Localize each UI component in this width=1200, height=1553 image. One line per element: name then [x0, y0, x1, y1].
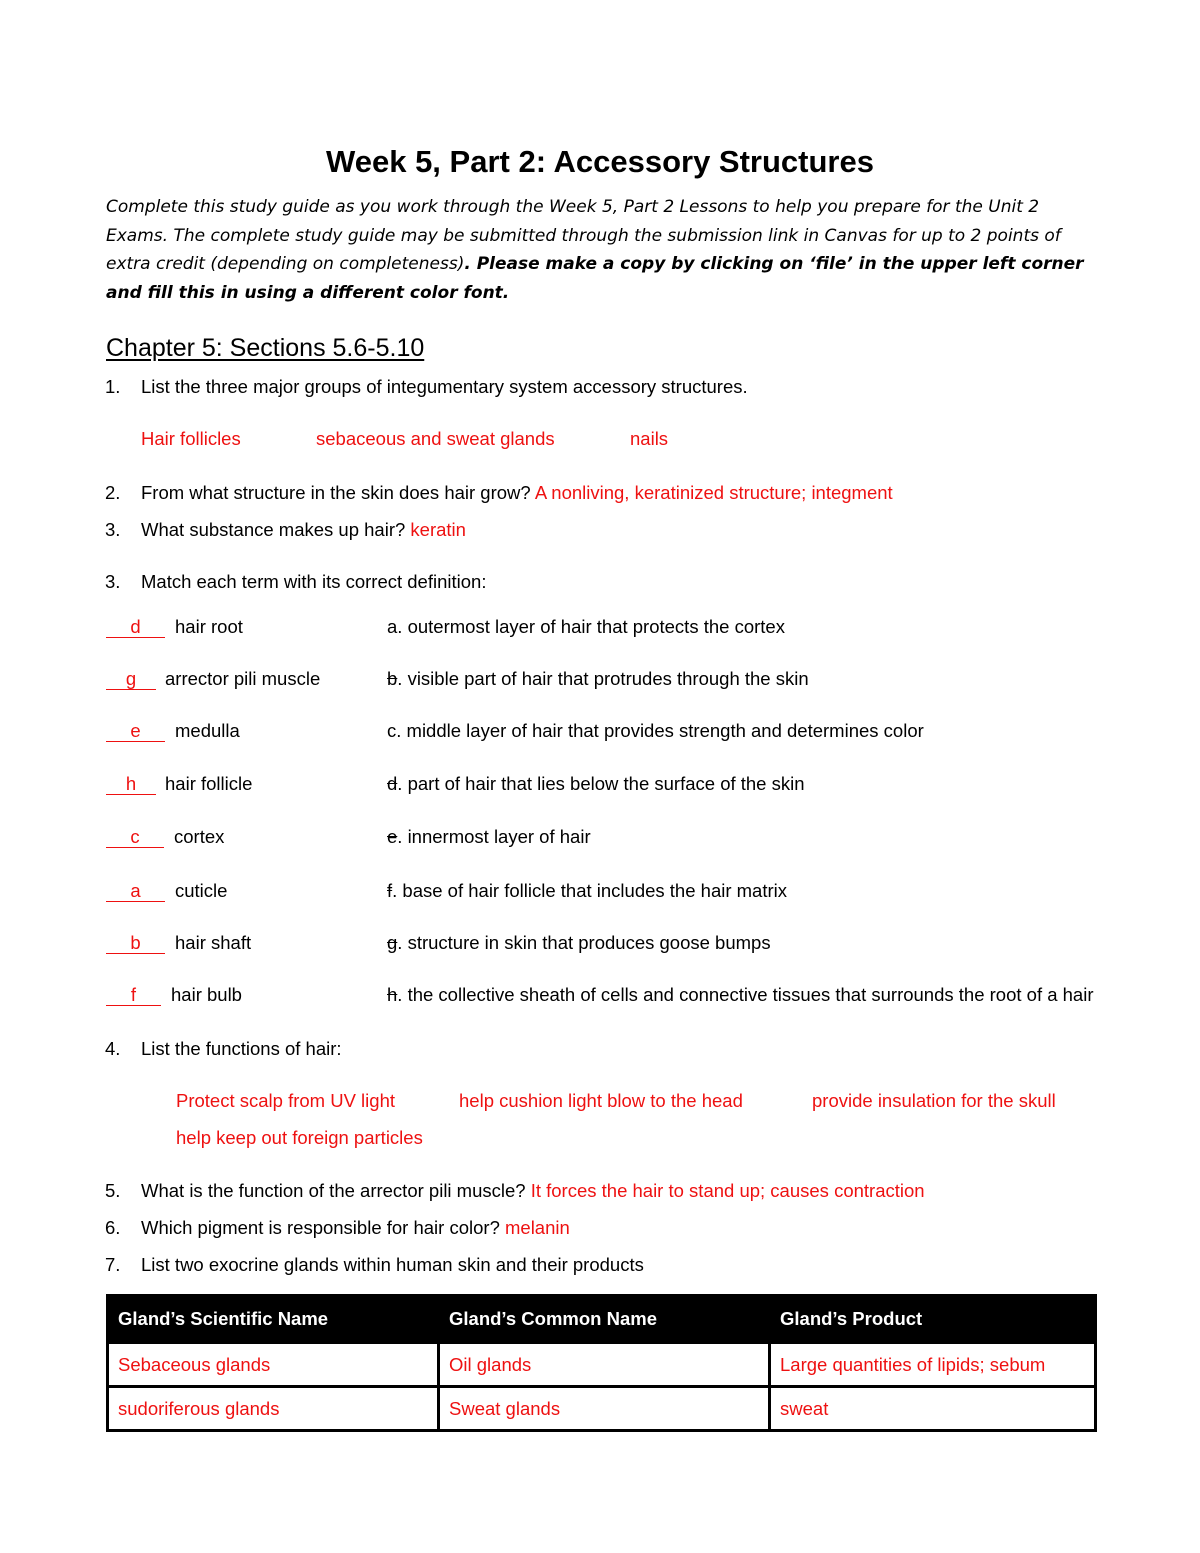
match-row [106, 984, 161, 1006]
table-cell: Sebaceous glands [108, 1343, 439, 1387]
match-row [106, 773, 156, 795]
table-cell: Sweat glands [439, 1387, 770, 1431]
match-definition-row [387, 668, 809, 690]
q4-number: 4. [105, 1038, 121, 1059]
match-definition: . the collective sheath of cells and connective tissues that surrounds the root of a hair [397, 984, 1094, 1005]
q1-answer-2: sebaceous and sweat glands [316, 428, 555, 449]
q5-number: 5. [105, 1180, 121, 1201]
q4-answer-1: Protect scalp from UV light [176, 1090, 395, 1111]
chapter-heading: Chapter 5: Sections 5.6-5.10 [106, 334, 425, 362]
intro-text-2: . The complete study guide may be submitted through the submission link in Canvas for up to 2 points of extra credit (depending on completeness) [106, 225, 1061, 275]
match-answer: b [106, 933, 165, 954]
q7-number: 7. [105, 1254, 121, 1275]
match-row [106, 720, 165, 742]
q3-number: 3. [105, 519, 121, 540]
match-answer: d [106, 617, 165, 638]
match-answer: e [106, 721, 165, 742]
q3-text: What substance makes up hair? [141, 519, 406, 540]
match-answer: h [106, 774, 156, 795]
match-answer: f [106, 985, 161, 1006]
match-definition: . visible part of hair that protrudes through the skin [397, 668, 809, 689]
match-term: arrector pili muscle [165, 668, 321, 689]
q3b-number: 3. [105, 571, 121, 592]
match-term: medulla [175, 720, 240, 741]
match-definition: . outermost layer of hair that protects the cortex [397, 616, 785, 637]
match-definition-row [387, 826, 591, 848]
table-header-row [108, 1296, 1096, 1343]
table-header: Gland’s Common Name [439, 1296, 770, 1343]
q2-number: 2. [105, 482, 121, 503]
q6-line [141, 1217, 570, 1239]
q4-text: List the functions of hair: [141, 1038, 342, 1059]
match-row [106, 880, 165, 902]
match-definition-row [387, 616, 785, 638]
table-header: Gland’s Product [770, 1296, 1096, 1343]
match-letter: e [387, 826, 398, 847]
q1-text: List the three major groups of integumentary system accessory structures. [141, 376, 748, 397]
match-letter: c [387, 720, 397, 741]
match-letter: h [387, 984, 398, 1005]
match-definition-row [387, 932, 771, 954]
q6-number: 6. [105, 1217, 121, 1238]
match-answer: g [106, 669, 156, 690]
match-term: cortex [174, 826, 225, 847]
match-term: cuticle [175, 880, 228, 901]
match-letter: d [387, 773, 398, 794]
match-term: hair follicle [165, 773, 253, 794]
match-letter: b [387, 668, 398, 689]
match-row [106, 932, 165, 954]
match-term: hair root [175, 616, 243, 637]
q5-text: What is the function of the arrector pili muscle? [141, 1180, 526, 1201]
match-definition: . structure in skin that produces goose bumps [397, 932, 771, 953]
match-definition-row [387, 720, 924, 742]
q7-text: List two exocrine glands within human skin and their products [141, 1254, 644, 1275]
q6-text: Which pigment is responsible for hair color? [141, 1217, 500, 1238]
table-cell: sweat [770, 1387, 1096, 1431]
q3-line [141, 519, 466, 541]
table-row [108, 1343, 1096, 1387]
q1-answer-3: nails [630, 428, 669, 449]
match-letter: a [387, 616, 398, 637]
match-row [106, 668, 156, 690]
intro-text-3: . Please make a copy by clicking on ‘file’ in the upper left corner and fill this in using a different color font. [106, 254, 1084, 304]
table-header: Gland’s Scientific Name [108, 1296, 439, 1343]
table-row [108, 1387, 1096, 1431]
table-cell: Large quantities of lipids; sebum [770, 1343, 1096, 1387]
match-answer: a [106, 881, 165, 902]
table-cell: sudoriferous glands [108, 1387, 439, 1431]
table-cell: Oil glands [439, 1343, 770, 1387]
q3b-text: Match each term with its correct definition: [141, 571, 487, 592]
q2-line [141, 482, 893, 504]
match-term: hair shaft [175, 932, 252, 953]
match-row [106, 616, 165, 638]
q1-answer-1: Hair follicles [141, 428, 241, 449]
match-definition: . innermost layer of hair [397, 826, 591, 847]
match-term: hair bulb [171, 984, 242, 1005]
q5-line [141, 1180, 925, 1202]
q2-answer: A nonliving, keratinized structure; integment [534, 482, 893, 503]
intro-text-1: Complete this study guide as you work through the Week 5, Part 2 Lessons to help you prepare for the Unit 2 Exams [106, 197, 1040, 246]
intro-paragraph [106, 193, 1096, 308]
match-definition: . middle layer of hair that provides strength and determines color [396, 720, 924, 741]
match-definition-row [387, 773, 805, 795]
match-definition: . base of hair follicle that includes the hair matrix [392, 880, 787, 901]
match-definition: . part of hair that lies below the surface of the skin [397, 773, 805, 794]
glands-table [106, 1294, 1097, 1432]
match-letter: f [387, 880, 393, 901]
q4-answer-4: help keep out foreign particles [176, 1127, 423, 1148]
q4-answer-2: help cushion light blow to the head [459, 1090, 743, 1111]
match-letter: g [387, 932, 398, 953]
match-row [106, 826, 164, 848]
q5-answer: It forces the hair to stand up; causes contraction [530, 1180, 925, 1201]
q3-answer: keratin [410, 519, 466, 540]
match-answer: c [106, 827, 164, 848]
q4-answer-3: provide insulation for the skull [812, 1090, 1056, 1111]
match-definition-row [387, 984, 1094, 1006]
q6-answer: melanin [505, 1217, 570, 1238]
q2-text: From what structure in the skin does hair grow? [141, 482, 531, 503]
match-definition-row [387, 880, 787, 902]
q1-number: 1. [105, 376, 121, 397]
page-title: Week 5, Part 2: Accessory Structures [326, 144, 874, 179]
